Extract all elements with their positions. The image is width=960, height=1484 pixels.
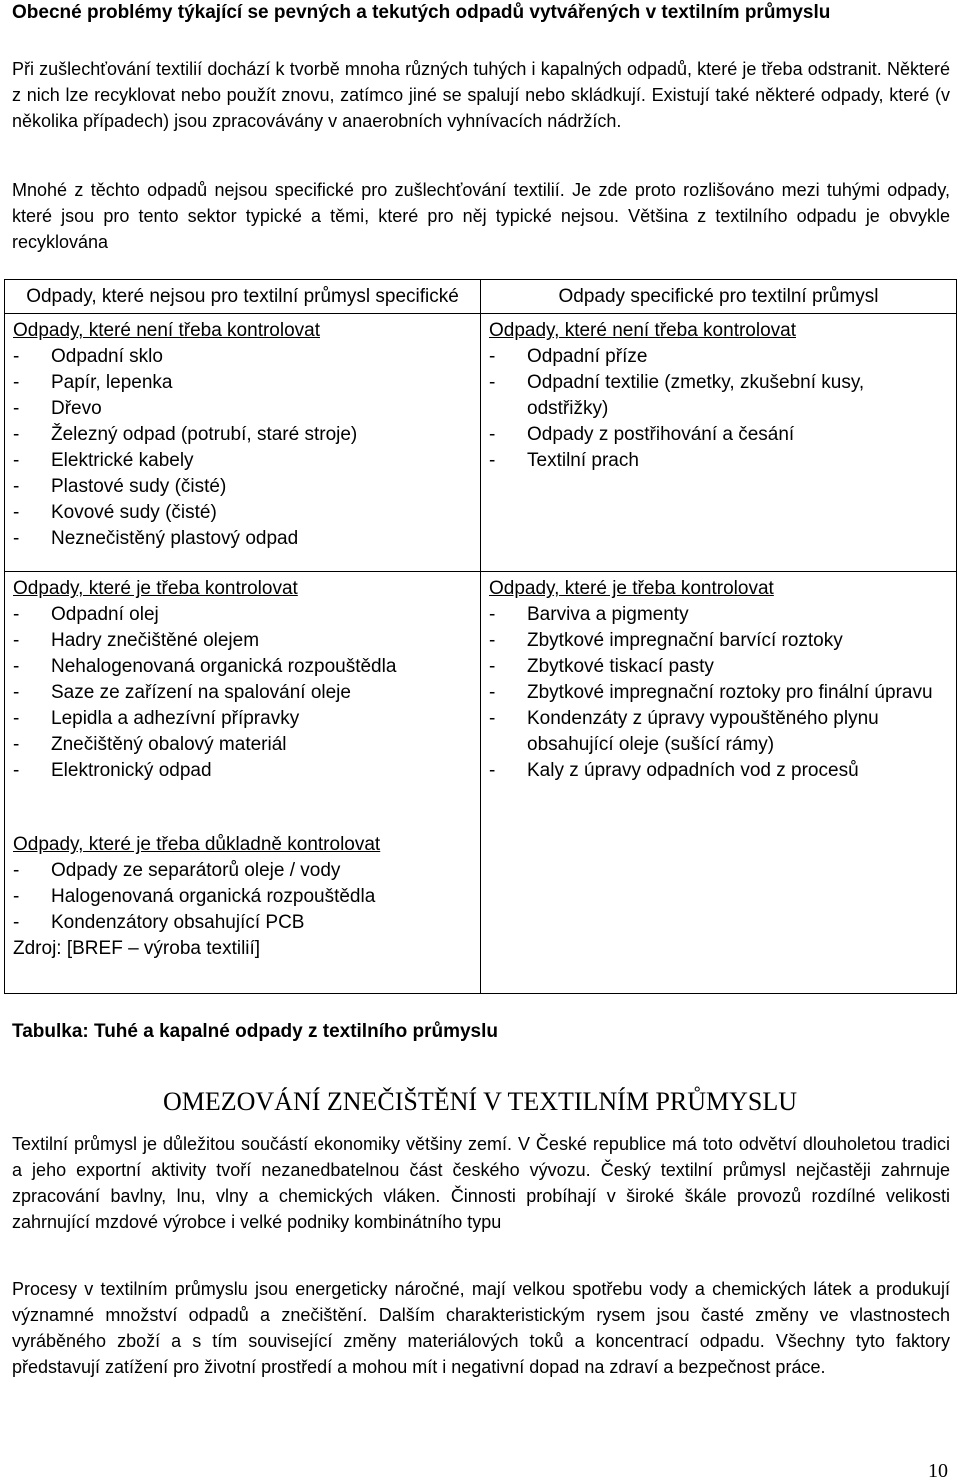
category-heading: Odpady, které je třeba kontrolovat <box>489 578 774 600</box>
list-item: - Odpadní příze <box>489 344 948 370</box>
spacer <box>13 784 472 832</box>
table-cell <box>5 572 481 994</box>
category-heading: Odpady, které není třeba kontrolovat <box>13 320 320 342</box>
list-item: - Kovové sudy (čisté) <box>13 500 472 526</box>
waste-list <box>13 344 472 552</box>
list-item: - Dřevo <box>13 396 472 422</box>
paragraph-intro-1: Při zušlechťování textilií dochází k tvorbě mnoha různých tuhých i kapalných odpadů, které je třeba odstranit. Některé z nich lze recyklovat nebo použít znovu, zatímco jiné se spalují nebo skládkují. Existují také některé odpady, které (v několika případech) jsou zpracovávány v anaerobních vyhnívacích nádržích. <box>12 59 950 131</box>
paragraph-intro-2: Mnohé z těchto odpadů nejsou specifické pro zušlechťování textilií. Je zde proto rozlišováno mezi tuhými odpady, které jsou pro tento sektor typické a těmi, které pro něj typické nejsou. Většina z textilního odpadu je obvykle recyklována <box>12 180 950 252</box>
list-item: - Elektronický odpad <box>13 758 472 784</box>
table-caption: Tabulka: Tuhé a kapalné odpady z textilního průmyslu <box>12 1021 498 1042</box>
paragraph-body-2: Procesy v textilním průmyslu jsou energeticky náročné, mají velkou spotřebu vody a chemických látek a produkují významné množství odpadů a znečištění. Dalším charakteristickým rysem jsou časté změny ve vlastnostech vyráběného zboží a s tím související změny materiálových toků a koncentrací odpadu. Všechny tyto faktory představují zatížení pro životní prostředí a mohou mít i negativní dopad na zdraví a bezpečnost práce. <box>12 1279 950 1377</box>
list-item: - Neznečistěný plastový odpad <box>13 526 472 552</box>
waste-list <box>13 858 472 936</box>
list-item: - Znečištěný obalový materiál <box>13 732 472 758</box>
section-title: OMEZOVÁNÍ ZNEČIŠTĚNÍ V TEXTILNÍM PRŮMYSLU <box>162 1087 798 1116</box>
list-item: - Plastové sudy (čisté) <box>13 474 472 500</box>
list-item: - Odpadní olej <box>13 602 472 628</box>
section-heading: Obecné problémy týkající se pevných a tekutých odpadů vytvářených v textilním průmyslu <box>12 2 831 23</box>
paragraph-body-1: Textilní průmysl je důležitou součástí ekonomiky většiny zemí. V České republice má toto odvětví dlouholetou tradici a jeho exportní aktivity tvoří nezanedbatelnou část českého vývozu. Český textilní průmysl nejčastěji zahrnuje zpracování bavlny, lnu, vlny a chemických vláken. Činnosti probíhají v široké škále provozů rozdílné velikosti zahrnující mzdové výrobce i velké podniky kombinátního typu <box>12 1134 950 1232</box>
category-heading: Odpady, které je třeba důkladně kontrolovat <box>13 834 381 856</box>
list-item: - Kaly z úpravy odpadních vod z procesů <box>489 758 948 784</box>
list-item: - Halogenovaná organická rozpouštědla <box>13 884 472 910</box>
table-row <box>5 314 957 572</box>
table-header-non-specific: Odpady, které nejsou pro textilní průmysl specifické <box>5 280 481 314</box>
waste-list <box>489 344 948 474</box>
list-item: - Elektrické kabely <box>13 448 472 474</box>
table-header-specific: Odpady specifické pro textilní průmysl <box>481 280 957 314</box>
waste-list <box>13 602 472 784</box>
list-item: - Zbytkové impregnační barvící roztoky <box>489 628 948 654</box>
table-header-row <box>5 280 957 314</box>
table-row <box>5 572 957 994</box>
waste-table <box>4 279 957 994</box>
table-cell <box>5 314 481 572</box>
list-item: - Barviva a pigmenty <box>489 602 948 628</box>
list-item: - Odpady z postřihování a česání <box>489 422 948 448</box>
list-item: - Kondenzátory obsahující PCB <box>13 910 472 936</box>
list-item: - Zbytkové tiskací pasty <box>489 654 948 680</box>
list-item: - Železný odpad (potrubí, staré stroje) <box>13 422 472 448</box>
list-item: - Kondenzáty z úpravy vypouštěného plynu obsahující oleje (sušící rámy) <box>489 706 948 758</box>
list-item: - Saze ze zařízení na spalování oleje <box>13 680 472 706</box>
list-item: - Nehalogenovaná organická rozpouštědla <box>13 654 472 680</box>
waste-list <box>489 602 948 784</box>
list-item: - Odpady ze separátorů oleje / vody <box>13 858 472 884</box>
list-item: - Hadry znečištěné olejem <box>13 628 472 654</box>
table-cell <box>481 572 957 994</box>
category-heading: Odpady, které je třeba kontrolovat <box>13 578 298 600</box>
category-heading: Odpady, které není třeba kontrolovat <box>489 320 796 342</box>
table-cell <box>481 314 957 572</box>
table-source: Zdroj: [BREF – výroba textilií] <box>13 938 261 960</box>
list-item: - Lepidla a adhezívní přípravky <box>13 706 472 732</box>
list-item: - Papír, lepenka <box>13 370 472 396</box>
list-item: - Zbytkové impregnační roztoky pro finální úpravu <box>489 680 948 706</box>
page-number: 10 <box>928 1460 948 1482</box>
list-item: - Odpadní sklo <box>13 344 472 370</box>
list-item: - Odpadní textilie (zmetky, zkušební kusy, odstřižky) <box>489 370 948 422</box>
list-item: - Textilní prach <box>489 448 948 474</box>
